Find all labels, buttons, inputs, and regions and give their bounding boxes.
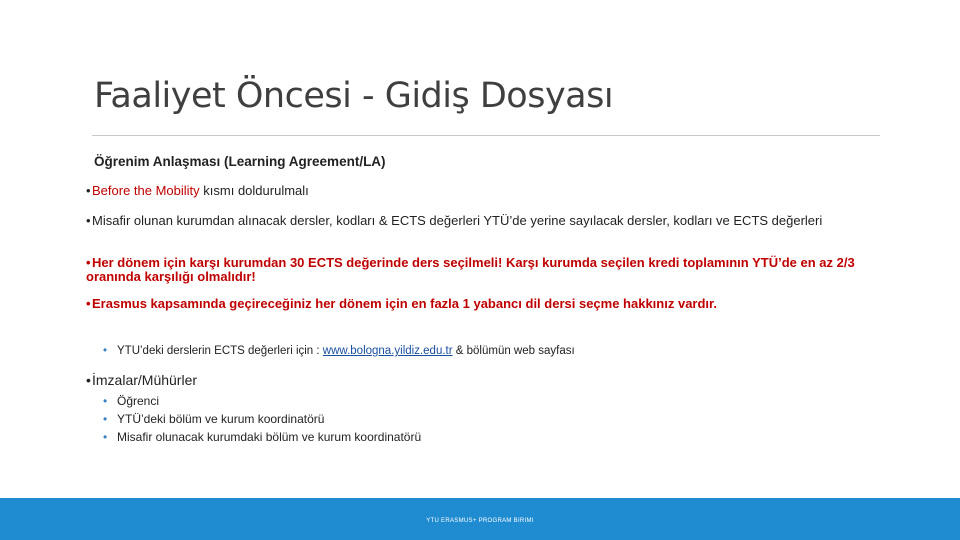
footer-text: YTU ERASMUS+ PROGRAM BIRIMI bbox=[426, 518, 534, 524]
section-heading: Öğrenim Anlaşması (Learning Agreement/LA) bbox=[94, 154, 386, 169]
slide-title: Faaliyet Öncesi - Gidiş Dosyası bbox=[94, 76, 614, 116]
signature-item-host-coordinator: • Misafir olunacak kurumdaki bölüm ve kurum koordinatörü bbox=[103, 430, 422, 444]
bullet-icon: • bbox=[103, 412, 108, 426]
bullet-ects-requirement: •Her dönem için karşı kurumdan 30 ECTS değerinde ders seçilmeli! Karşı kurumda seçilen kredi toplamının YTÜ’de en az 2/3 oranında karşılığı olmalıdır! bbox=[86, 255, 855, 284]
bologna-link[interactable]: www.bologna.yildiz.edu.tr bbox=[322, 345, 453, 357]
bullet-language-course: •Erasmus kapsamında geçireceğiniz her dönem için en fazla 1 yabancı dil dersi seçme hakkınız vardır. bbox=[86, 296, 717, 311]
bullet-icon: • bbox=[103, 345, 108, 357]
bullet-before-mobility: •Before the Mobility kısmı doldurulmalı bbox=[86, 183, 309, 198]
bullet-icon: • bbox=[103, 394, 108, 408]
bullet-icon: • bbox=[103, 430, 108, 444]
bullet-signatures: •İmzalar/Mühürler bbox=[86, 372, 198, 388]
ects-note: • YTU’deki derslerin ECTS değerleri için : www.bologna.yildiz.edu.tr & bölümün web sayfası bbox=[103, 345, 575, 357]
signature-item-student: • Öğrenci bbox=[103, 394, 160, 408]
signature-item-ytu-coordinator: • YTÜ’deki bölüm ve kurum koordinatörü bbox=[103, 412, 325, 426]
highlight-before-mobility: Before the Mobility bbox=[92, 183, 200, 198]
bullet-courses: •Misafir olunan kurumdan alınacak dersler, kodları & ECTS değerleri YTÜ’de yerine sayılacak dersler, kodları ve ECTS değerleri bbox=[86, 213, 823, 228]
title-divider bbox=[92, 135, 880, 136]
